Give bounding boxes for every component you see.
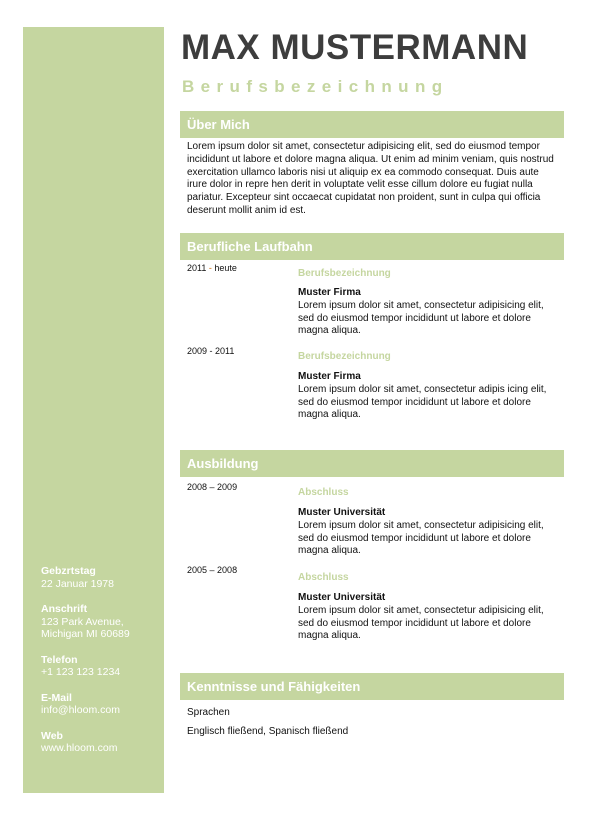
contact-label: Anschrift <box>41 603 88 615</box>
section-heading-education: Ausbildung <box>180 450 564 477</box>
institution-name: Muster Universität <box>298 507 386 518</box>
date-end: heute <box>214 263 237 273</box>
job-title: Berufsbezeichnung <box>182 77 449 96</box>
contact-label: E-Mail <box>41 691 72 704</box>
company-name: Muster Firma <box>298 371 361 382</box>
about-text: Lorem ipsum dolor sit amet, consectetur adipisicing elit, sed do eiusmod tempor incididunt ut labore et dolore magna aliqua. Ut enim ad minim veniam, quis nostrud exercitation ullamco laboris nisi ut aliquip ex ea commodo consequat. Duis aute irure dolor in repre hen derit in voluptate velit esse cillum dolore eu fugiat nulla pariatur. Excepteur sint occaecat cupidatat non proident, sunt in culpa qui officia deserunt mollit anim id est. <box>187 141 554 216</box>
skills-label: Sprachen <box>187 707 230 718</box>
entry-description: Lorem ipsum dolor sit amet, consectetur adipisicing elit, sed do eiusmod tempor incididunt ut labore et dolore magna aliqua. <box>298 519 544 557</box>
section-heading-skills: Kenntnisse und Fähigkeiten <box>180 673 564 700</box>
date-start: 2011 <box>187 263 207 273</box>
date-start: 2009 <box>187 346 208 356</box>
institution-name: Muster Universität <box>298 592 386 603</box>
date-separator: – <box>207 565 218 575</box>
career-title: Berufsbezeichnung <box>298 351 391 362</box>
section-heading-career: Berufliche Laufbahn <box>180 233 564 260</box>
education-entry <box>298 507 560 558</box>
date-separator: – <box>207 482 218 492</box>
date-separator: - <box>206 263 215 273</box>
company-name: Muster Firma <box>298 287 361 298</box>
date-end: 2009 <box>217 482 238 492</box>
skills-value: Englisch fließend, Spanisch fließend <box>187 726 349 737</box>
entry-description: Lorem ipsum dolor sit amet, consectetur adipis icing elit, sed do eiusmod tempor incididunt ut labore et dolore magna aliqua. <box>298 383 547 421</box>
contact-label: Telefon <box>41 653 78 666</box>
date-start: 2008 <box>187 482 208 492</box>
contact-value: 22 Januar 1978 <box>41 577 114 590</box>
contact-email <box>41 692 161 717</box>
contact-birthday <box>41 565 161 590</box>
contact-phone <box>41 654 161 679</box>
career-date <box>187 346 234 356</box>
education-title: Abschluss <box>298 487 349 498</box>
date-start: 2005 <box>187 565 208 575</box>
contact-web-link[interactable]: www.hloom.com <box>41 742 118 754</box>
entry-description: Lorem ipsum dolor sit amet, consectetur adipisicing elit, sed do eiusmod tempor incididunt ut labore et dolore magna aliqua. <box>298 604 544 642</box>
education-entry <box>298 592 560 643</box>
contact-value: 123 Park Avenue, <box>41 615 124 628</box>
contact-label: Web <box>41 729 63 742</box>
education-date <box>187 565 237 575</box>
date-separator: - <box>207 346 216 356</box>
career-entry <box>298 287 560 338</box>
contact-email-link[interactable]: info@hloom.com <box>41 704 120 716</box>
entry-description: Lorem ipsum dolor sit amet, consectetur adipisicing elit, sed do eiusmod tempor incididunt ut labore et dolore magna aliqua. <box>298 299 544 337</box>
education-date <box>187 482 237 492</box>
contact-label: Gebzrtstag <box>41 565 96 577</box>
sidebar <box>23 27 164 793</box>
contact-info <box>41 565 161 768</box>
contact-web <box>41 730 161 755</box>
date-end: 2011 <box>215 346 235 356</box>
contact-address <box>41 603 161 641</box>
contact-value: Michigan MI 60689 <box>41 628 130 640</box>
section-heading-about: Über Mich <box>180 111 564 138</box>
person-name: MAX MUSTERMANN <box>181 28 529 67</box>
career-title: Berufsbezeichnung <box>298 268 391 279</box>
career-date <box>187 263 237 273</box>
career-entry <box>298 371 560 422</box>
date-end: 2008 <box>217 565 238 575</box>
contact-value: +1 123 123 1234 <box>41 666 121 678</box>
education-title: Abschluss <box>298 572 349 583</box>
